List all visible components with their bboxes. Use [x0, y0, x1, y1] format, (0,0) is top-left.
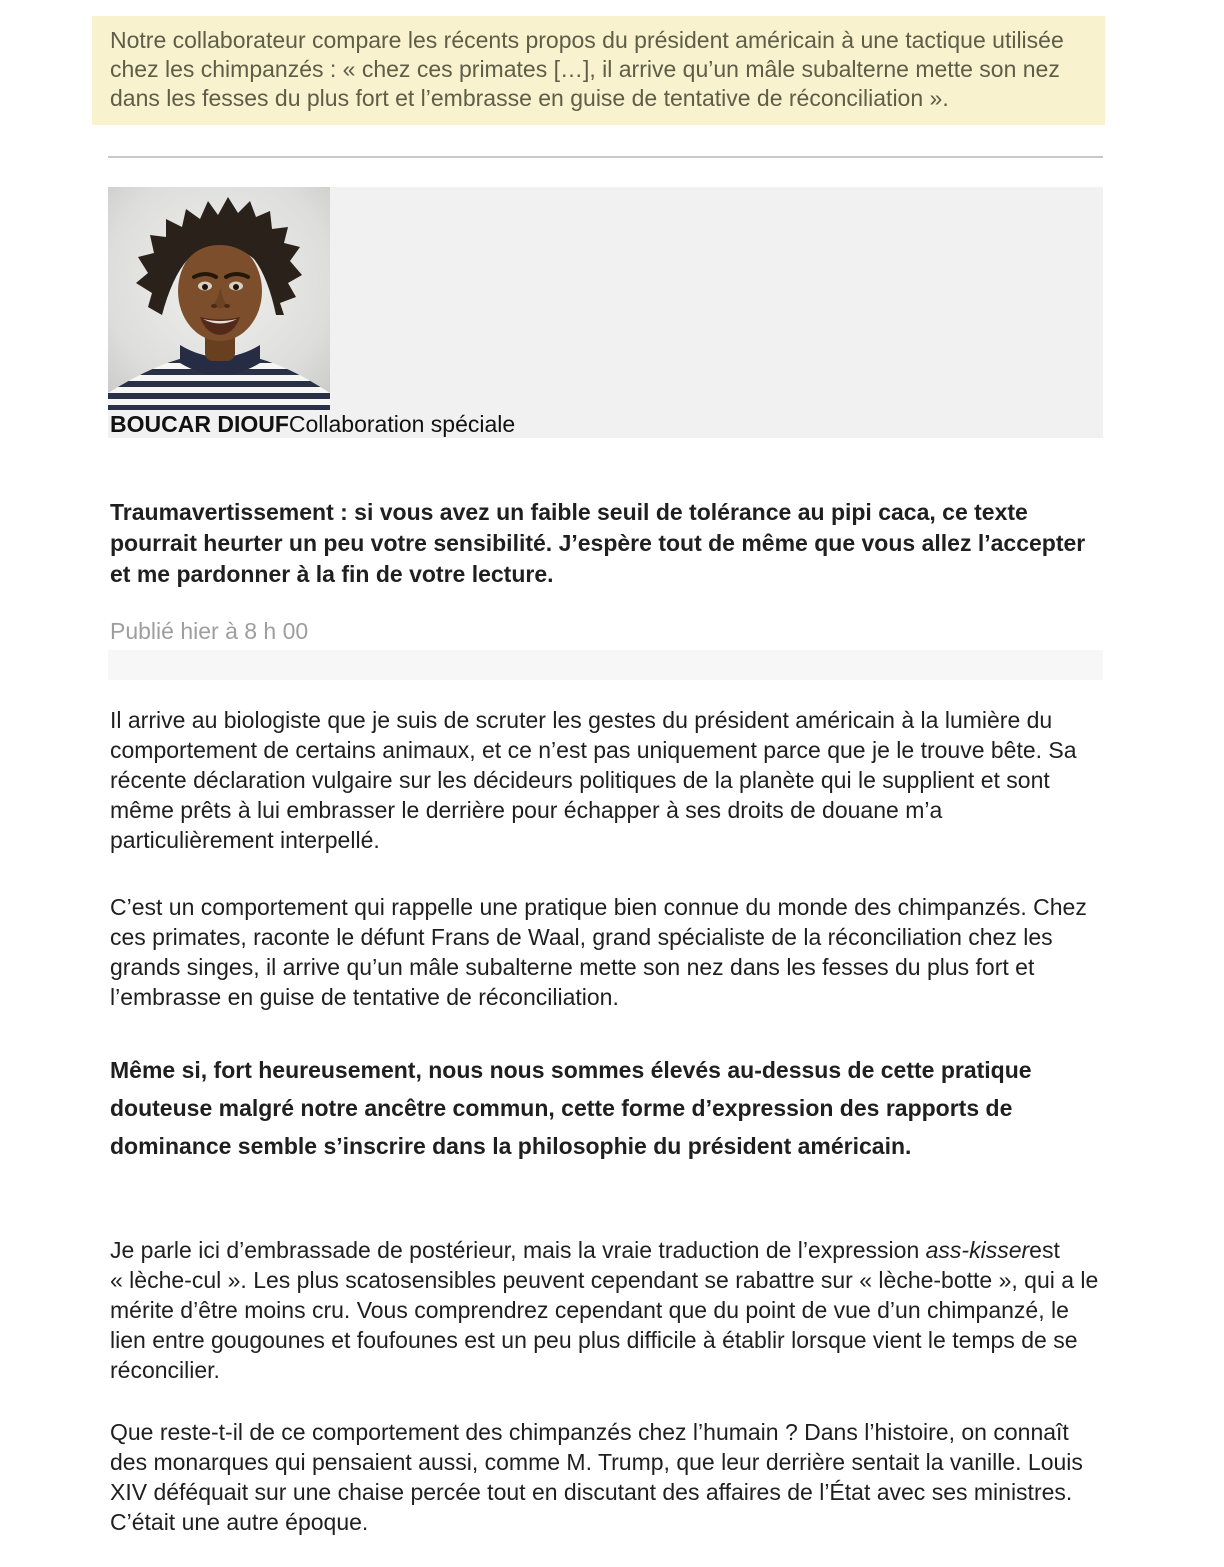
paragraph-3-bold: Même si, fort heureusement, nous nous sommes élevés au-dessus de cette pratique douteuse malgré notre ancêtre commun, cette forme d’expression des rapports de dominance semble s’inscrire dans la philosophie du président américain.: [110, 1057, 1032, 1159]
lead-summary-box: [92, 16, 1105, 125]
paragraph-4-text-before: Je parle ici d’embrassade de postérieur, mais la vraie traduction de l’expression: [110, 1237, 926, 1263]
published-date: Publié hier à 8 h 00: [110, 618, 309, 644]
paragraph-2: C’est un comportement qui rappelle une pratique bien connue du monde des chimpanzés. Chez ces primates, raconte le défunt Frans de Waal, grand spécialiste de la réconciliation chez les grands singes, il arrive qu’un mâle subalterne mette son nez dans les fesses du plus fort et l’embrasse en guise de tentative de réconciliation.: [110, 894, 1087, 1010]
paragraph-4: [110, 1235, 1103, 1385]
divider-line: [108, 156, 1103, 158]
paragraph-5: Que reste-t-il de ce comportement des chimpanzés chez l’humain ? Dans l’histoire, on connaît des monarques qui pensaient aussi, comme M. Trump, que leur derrière sentait la vanille. Louis XIV déféquait sur une chaise percée tout en discutant des affaires de l’État avec ses ministres. C’était une autre époque.: [110, 1419, 1083, 1535]
paragraph-4-italic-term: ass-kisser: [925, 1237, 1030, 1263]
byline: [110, 410, 515, 438]
paragraph-1: Il arrive au biologiste que je suis de scruter les gestes du président américain à la lumière du comportement de certains animaux, et ce n’est pas uniquement parce que je le trouve bête. Sa récente déclaration vulgaire sur les décideurs politiques de la planète qui le supplient et sont même prêts à lui embrasser le derrière pour échapper à ses droits de douane m’a particulièrement interpellé.: [110, 707, 1077, 853]
author-card: [108, 187, 1103, 438]
lead-summary-text: Notre collaborateur compare les récents propos du président américain à une tactique utilisée chez les chimpanzés : « chez ces primates […], il arrive qu’un mâle subalterne mette son nez dans les fesses du plus fort et l’embrasse en guise de tentative de réconciliation ».: [110, 27, 1064, 111]
author-role: Collaboration spéciale: [288, 411, 516, 437]
paragraph-4-text-after: est « lèche-cul ». Les plus scatosensibles peuvent cependant se rabattre sur « lèche-botte », qui a le mérite d’être moins cru. Vous comprendrez cependant que du point de vue d’un chimpanzé, le lien entre gougounes et foufounes est un peu plus difficile à établir lorsque vient le temps de se réconcilier.: [110, 1237, 1099, 1383]
author-photo: [108, 187, 330, 410]
intro-paragraph: Traumavertissement : si vous avez un faible seuil de tolérance au pipi caca, ce texte pourrait heurter un peu votre sensibilité. J’espère tout de même que vous allez l’accepter et me pardonner à la fin de votre lecture.: [110, 499, 1086, 587]
author-name: BOUCAR DIOUF: [110, 411, 289, 437]
toolbar-placeholder-strip: [108, 650, 1103, 680]
author-portrait-illustration: [108, 187, 330, 410]
